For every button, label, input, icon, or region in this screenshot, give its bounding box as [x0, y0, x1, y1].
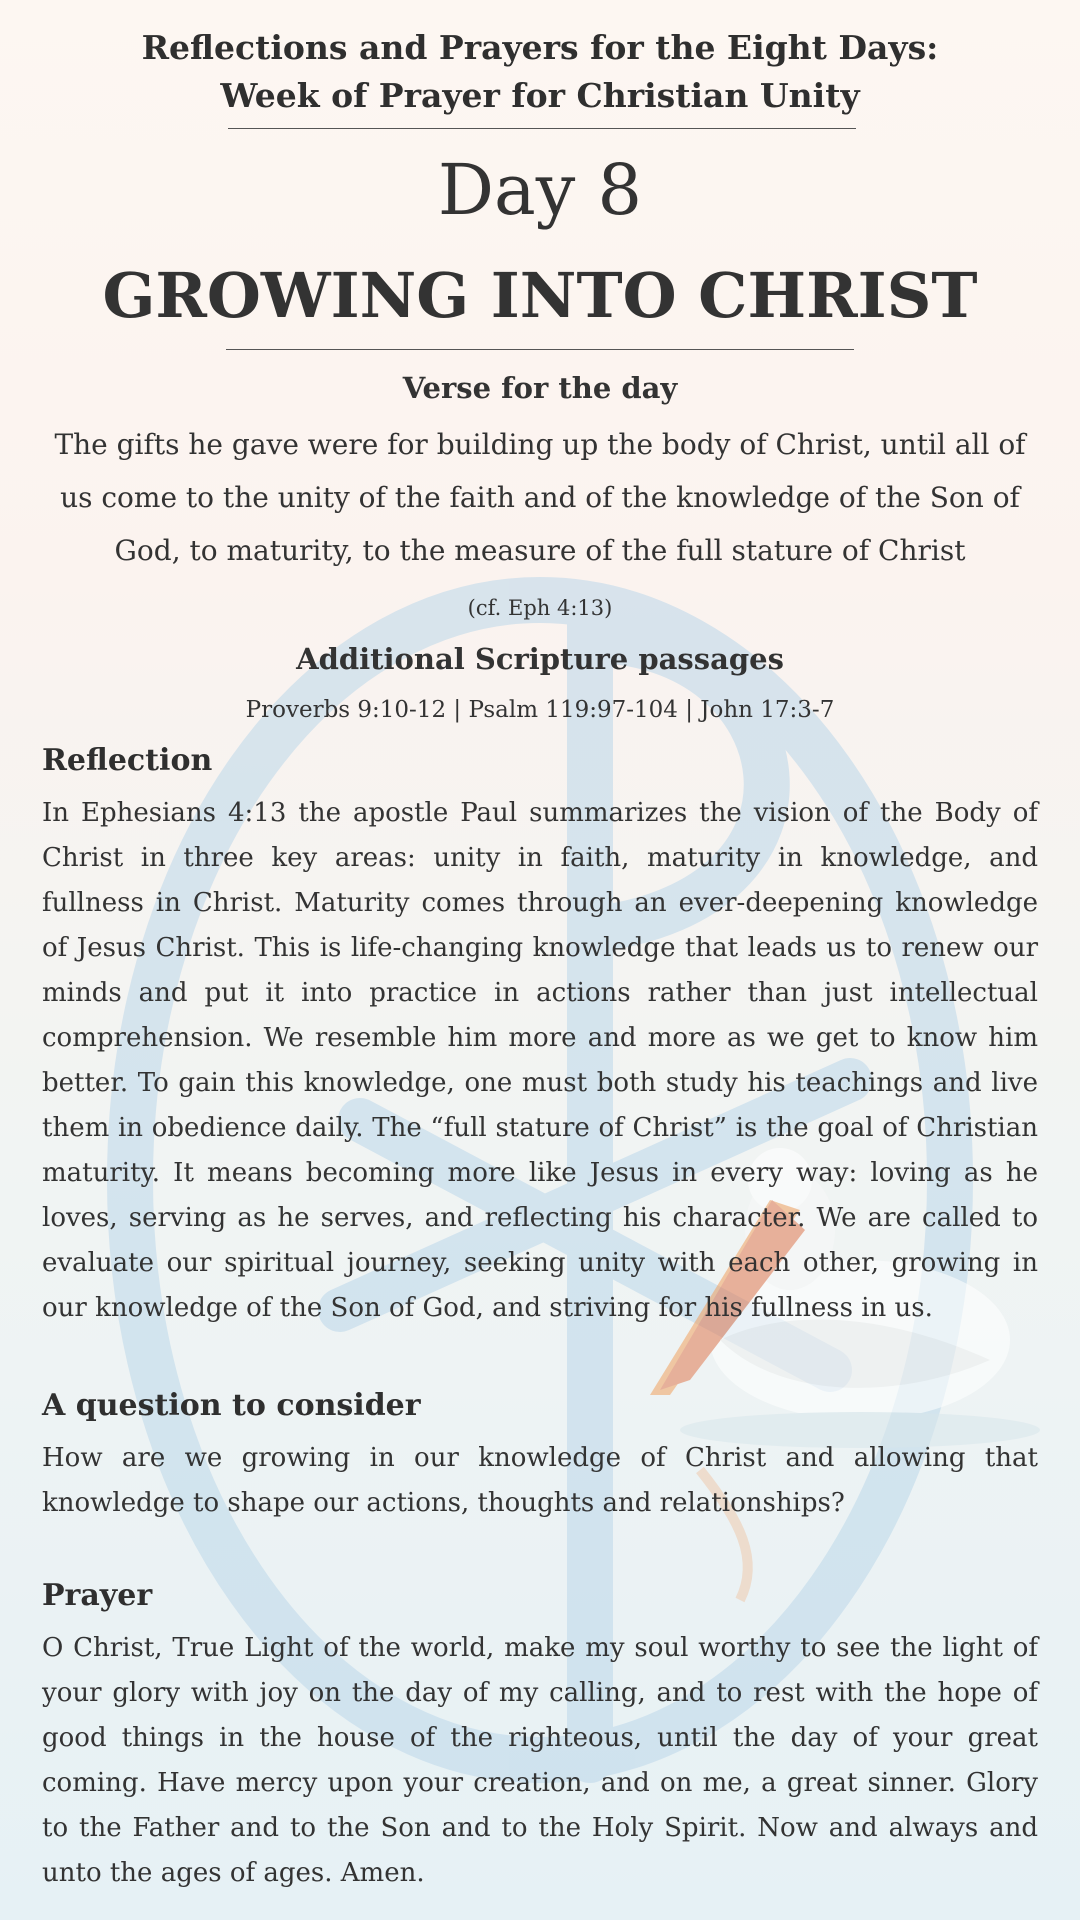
prayer-text: O Christ, True Light of the world, make my soul worthy to see the light of your glory with joy on the day of my calling, and to rest with the hope of good things in the house of the righteous, until the day of your great coming. Have mercy upon your creation, and on me, a great sinner. Glory to the Father and to the Son and to the Holy Spirit. Now and always and unto the ages of ages. Amen.: [42, 1633, 1038, 1888]
question-heading: A question to consider: [42, 1388, 421, 1423]
verse-heading: Verse for the day: [402, 371, 678, 405]
question-text: How are we growing in our knowledge of Christ and allowing that knowledge to shape our actions, thoughts and relationships?: [42, 1443, 1038, 1518]
top-divider: [228, 128, 856, 129]
reflection-heading: Reflection: [42, 743, 213, 778]
reflection-text: In Ephesians 4:13 the apostle Paul summarizes the vision of the Body of Christ in three key areas: unity in faith, maturity in knowledge, and fullness in Christ. Maturity comes through an ever-deepening knowledge of Jesus Christ. This is life-changing knowledge that leads us to renew our minds and put it into practice in actions rather than just intellectual comprehension. We resemble him more and more as we get to know him better. To gain this knowledge, one must both study his teachings and live them in obedience daily. The “full stature of Christ” is the goal of Christian maturity. It means becoming more like Jesus in every way: loving as he loves, serving as he serves, and reflecting his character. We are called to evaluate our spiritual journey, seeking unity with each other, growing in our knowledge of the Son of God, and striving for his fullness in us.: [42, 798, 1038, 1323]
title-line-1: Reflections and Prayers for the Eight Days:: [141, 28, 939, 67]
title-line-2: Week of Prayer for Christian Unity: [220, 76, 860, 115]
scripture-passages: Proverbs 9:10-12 | Psalm 119:97-104 | John 17:3-7: [245, 697, 835, 723]
day-theme-heading: GROWING INTO CHRIST: [102, 259, 978, 332]
scripture-heading: Additional Scripture passages: [296, 642, 784, 676]
verse-text: The gifts he gave were for building up the body of Christ, until all of us come to the unity of the faith and of the knowledge of the Son of God, to maturity, to the measure of the full stature of Christ: [54, 428, 1026, 567]
document-title: [0, 24, 1080, 120]
verse-reference: (cf. Eph 4:13): [467, 596, 613, 620]
theme-divider: [226, 349, 854, 350]
day-number: Day 8: [437, 149, 643, 231]
prayer-heading: Prayer: [42, 1578, 153, 1613]
